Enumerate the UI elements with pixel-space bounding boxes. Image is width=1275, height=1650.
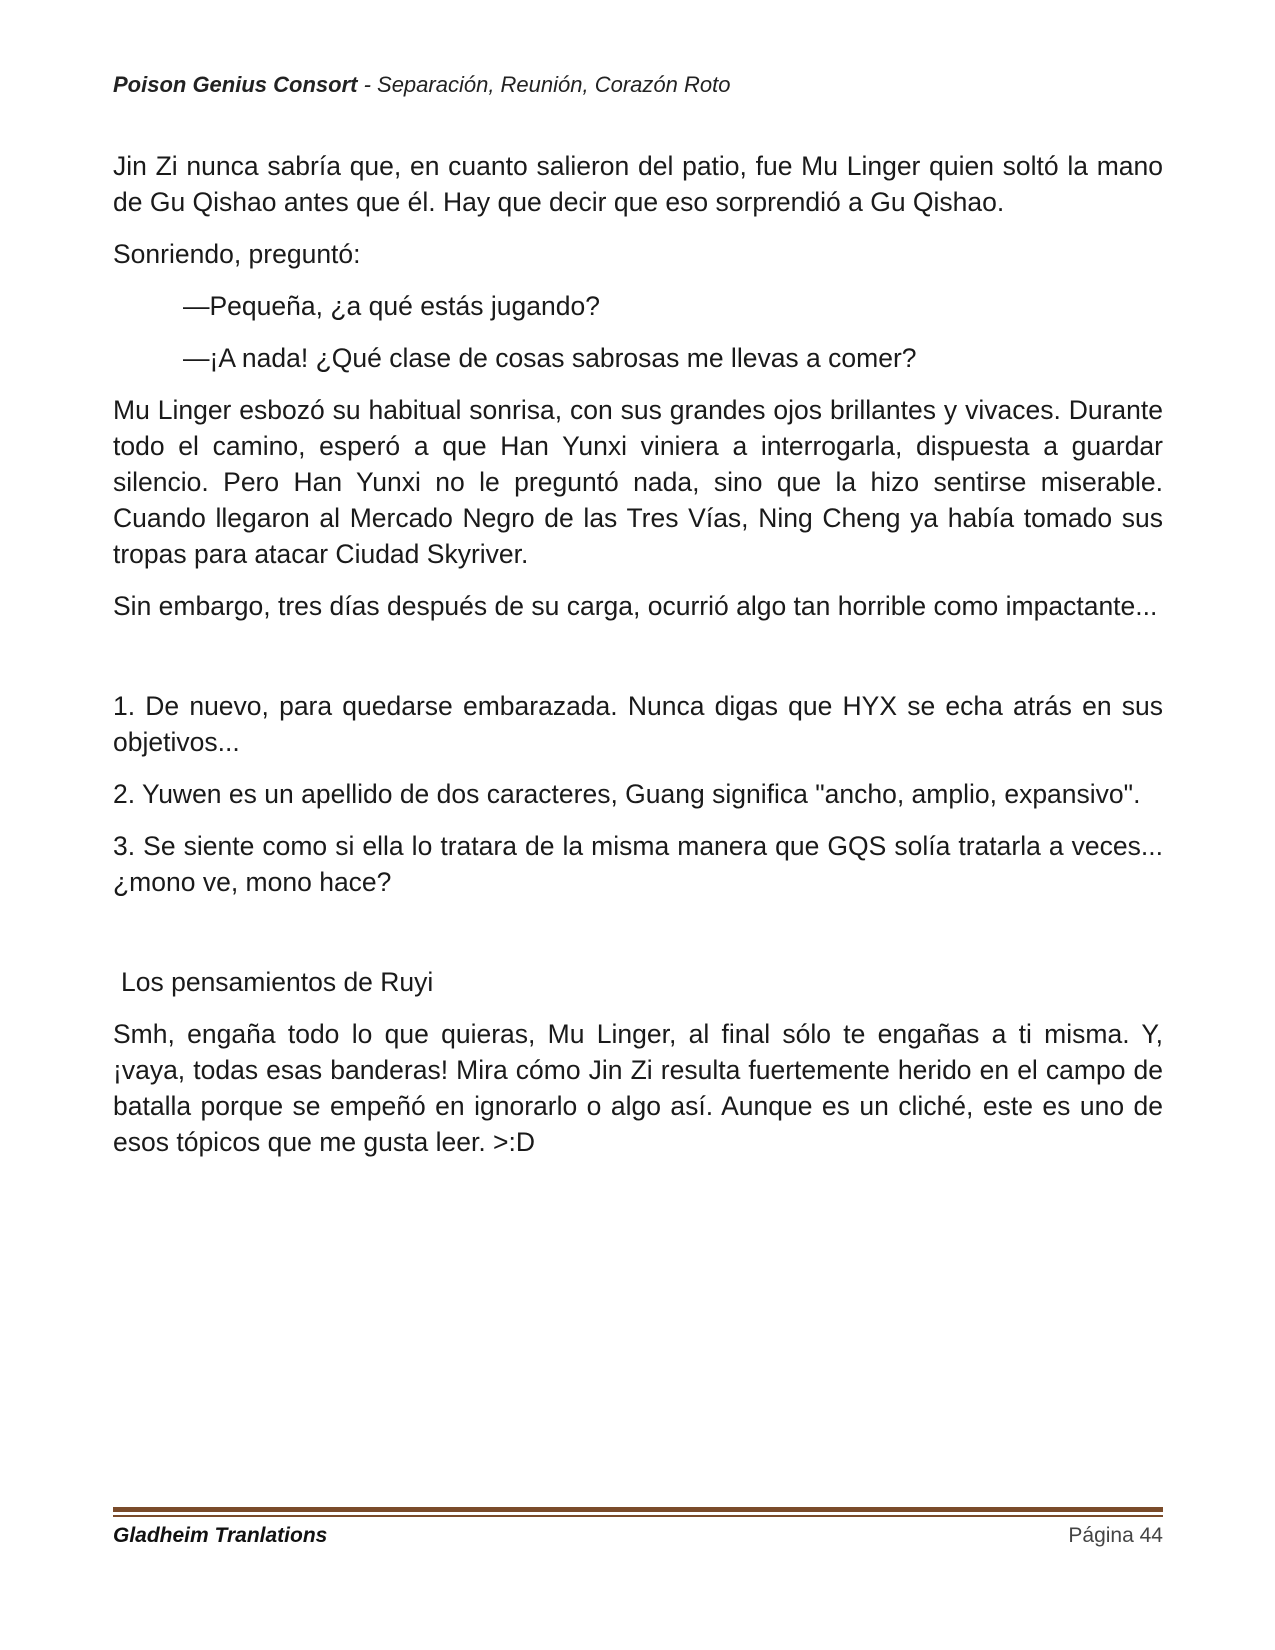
- section-spacer: [113, 916, 1163, 964]
- page-body: [113, 148, 1163, 1176]
- translator-note: 2. Yuwen es un apellido de dos caracteres, Guang significa "ancho, amplio, expansivo".: [113, 779, 1141, 809]
- paragraph: Sin embargo, tres días después de su carga, ocurrió algo tan horrible como impactante...: [113, 591, 1158, 621]
- header-title: Poison Genius Consort: [113, 72, 358, 97]
- dialogue-line: —Pequeña, ¿a qué estás jugando?: [183, 291, 600, 321]
- footer-rule: [113, 1507, 1163, 1512]
- paragraph: Mu Linger esbozó su habitual sonrisa, con sus grandes ojos brillantes y vivaces. Durante todo el camino, esperó a que Han Yunxi viniera a interrogarla, dispuesta a guardar silencio. Pero Han Yunxi no le preguntó nada, sino que la hizo sentirse miserable. Cuando llegaron al Mercado Negro de las Tres Vías, Ning Cheng ya había tomado sus tropas para atacar Ciudad Skyriver.: [113, 395, 1163, 569]
- dialogue-line: —¡A nada! ¿Qué clase de cosas sabrosas me llevas a comer?: [183, 343, 917, 373]
- page-number: Página 44: [1068, 1524, 1163, 1547]
- footer-publisher: Gladheim Tranlations: [113, 1524, 328, 1547]
- translator-note: 1. De nuevo, para quedarse embarazada. Nunca digas que HYX se echa atrás en sus objetivos...: [113, 691, 1163, 757]
- header-subtitle: - Separación, Reunión, Corazón Roto: [357, 72, 731, 97]
- paragraph: Jin Zi nunca sabría que, en cuanto salieron del patio, fue Mu Linger quien soltó la mano de Gu Qishao antes que él. Hay que decir que eso sorprendió a Gu Qishao.: [113, 151, 1163, 217]
- section-spacer: [113, 640, 1163, 688]
- thoughts-heading: Los pensamientos de Ruyi: [121, 967, 434, 997]
- thoughts-text: Smh, engaña todo lo que quieras, Mu Linger, al final sólo te engañas a ti misma. Y, ¡vaya, todas esas banderas! Mira cómo Jin Zi resulta fuertemente herido en el campo de batalla porque se empeñó en ignorarlo o algo así. Aunque es un cliché, este es uno de esos tópicos que me gusta leer. >:D: [113, 1019, 1163, 1157]
- translator-note: 3. Se siente como si ella lo tratara de la misma manera que GQS solía tratarla a veces... ¿mono ve, mono hace?: [113, 831, 1163, 897]
- running-header: [113, 72, 730, 98]
- paragraph: Sonriendo, preguntó:: [113, 239, 361, 269]
- footer-rule-thin: [113, 1515, 1163, 1517]
